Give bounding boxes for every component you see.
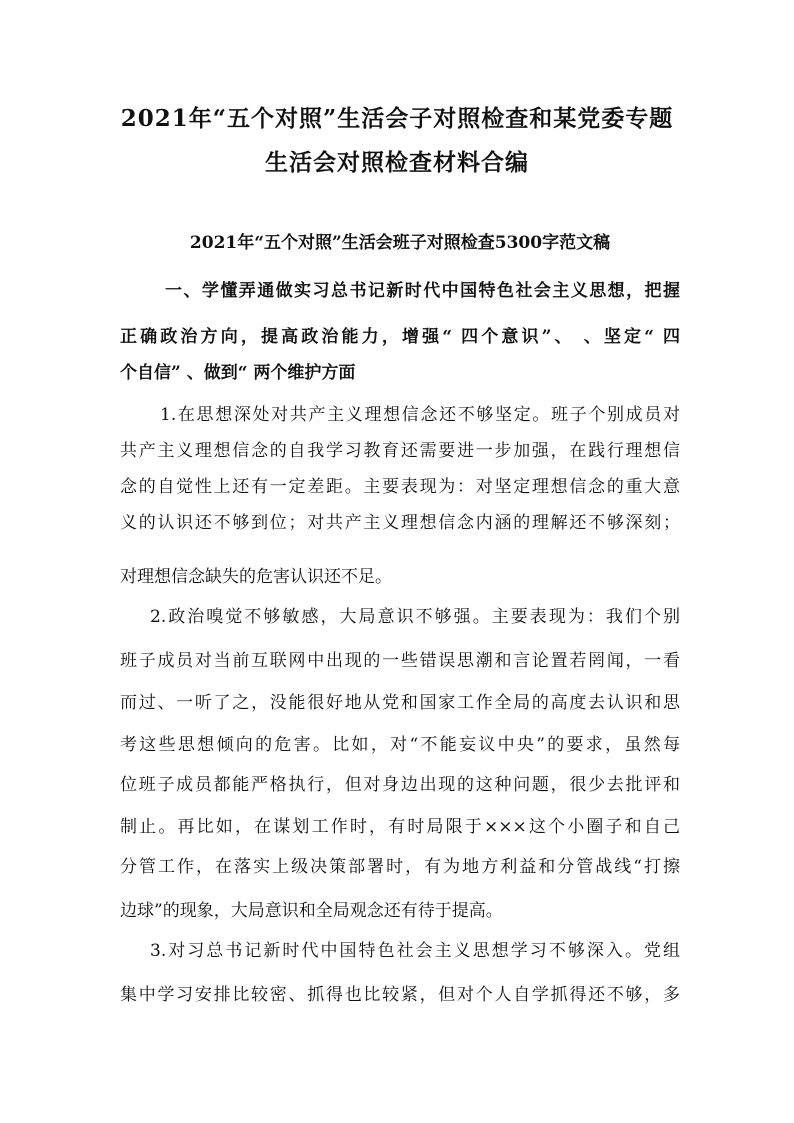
section-subtitle: 2021年“五个对照”生活会班子对照检查5300字范文稿 bbox=[189, 233, 611, 253]
para2-line-1: 2.政治嗅觉不够敏感，大局意识不够强。主要表现为：我们个别 bbox=[150, 607, 680, 627]
para1-line-1: 1.在思想深处对共产主义理想信念还不够坚定。班子个别成员对 bbox=[160, 405, 680, 425]
para2-line-2: 班子成员对当前互联网中出现的一些错误思潮和言论置若罔闻，一看 bbox=[120, 651, 680, 671]
para3-line-2: 集中学习安排比较密、抓得也比较紧，但对个人自学抓得还不够，多 bbox=[120, 985, 680, 1005]
para3-line-1: 3.对习总书记新时代中国特色社会主义思想学习不够深入。党组 bbox=[150, 941, 680, 961]
para2-line-8: 边球”的现象，大局意识和全局观念还有待于提高。 bbox=[120, 901, 503, 921]
para1-line-2: 共产主义理想信念的自我学习教育还需要进一步加强，在践行理想信 bbox=[120, 441, 680, 461]
para2-line-5: 位班子成员都能严格执行，但对身边出现的这种问题，很少去批评和 bbox=[120, 775, 680, 795]
document-title-line-1: 2021年“五个对照”生活会子对照检查和某党委专题 bbox=[120, 105, 674, 132]
para2-line-7: 分管工作，在落实上级决策部署时，有为地方利益和分管战线“打擦 bbox=[120, 857, 680, 877]
document-title-line-2: 生活会对照检查材料合编 bbox=[265, 149, 529, 176]
para1-line-4: 义的认识还不够到位；对共产主义理想信念内涵的理解还不够深刻； bbox=[120, 513, 680, 533]
section-heading-line-2: 正确政治方向，提高政治能力，增强“ 四个意识”、 、坚定“ 四 bbox=[120, 327, 680, 347]
para2-line-6: 制止。再比如，在谋划工作时，有时局限于×××这个小圈子和自己 bbox=[120, 817, 680, 837]
para2-line-3: 而过、一听了之，没能很好地从党和国家工作全局的高度去认识和思 bbox=[120, 693, 680, 713]
para2-line-4: 考这些思想倾向的危害。比如，对“不能妄议中央”的要求，虽然每 bbox=[120, 735, 680, 755]
para1-line-3: 念的自觉性上还有一定差距。主要表现为：对坚定理想信念的重大意 bbox=[120, 477, 680, 497]
section-heading-line-1: 一、学懂弄通做实习总书记新时代中国特色社会主义思想，把握 bbox=[165, 281, 680, 301]
section-heading-line-3: 个自信” 、做到“ 两个维护方面 bbox=[120, 363, 356, 383]
para1-line-5: 对理想信念缺失的危害认识还不足。 bbox=[120, 567, 392, 587]
